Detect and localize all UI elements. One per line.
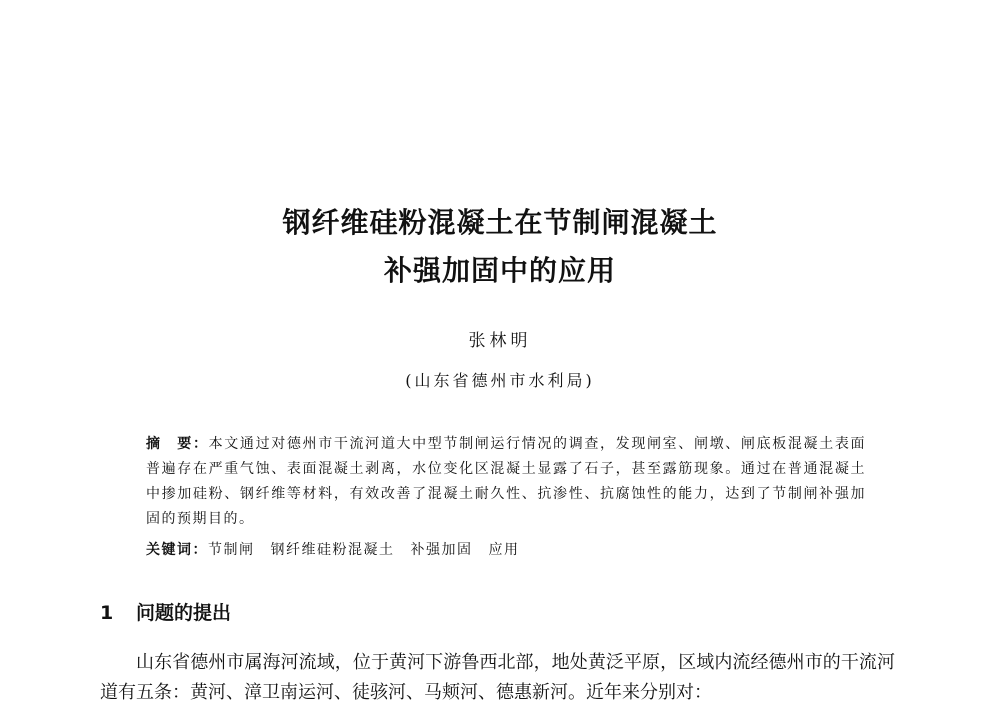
keywords	[146, 538, 866, 563]
section-number: 1	[100, 602, 114, 624]
section-heading	[100, 600, 231, 626]
paper-title-line1: 钢纤维硅粉混凝土在节制闸混凝土	[282, 206, 718, 239]
keyword: 补强加固	[410, 542, 473, 558]
keyword: 钢纤维硅粉混凝土	[270, 542, 395, 558]
author-name: 张林明	[468, 331, 532, 351]
abstract-label: 摘 要：	[146, 436, 209, 452]
keywords-label: 关键词：	[146, 542, 208, 558]
keyword: 应用	[488, 542, 520, 558]
body-text	[100, 648, 895, 708]
abstract-text: 本文通过对德州市干流河道大中型节制闸运行情况的调查，发现闸室、闸墩、闸底板混凝土表面普遍存在严重气蚀、表面混凝土剥离，水位变化区混凝土显露了石子，甚至露筋现象。通过在普通混凝土中掺加硅粉、钢纤维等材料，有效改善了混凝土耐久性、抗渗性、抗腐蚀性的能力，达到了节制闸补强加固的预期目的。	[146, 436, 867, 527]
paper-title-line2: 补强加固中的应用	[383, 254, 616, 287]
author-affiliation: (山东省德州市水利局)	[405, 371, 595, 390]
keyword: 节制闸	[208, 542, 255, 558]
abstract	[146, 432, 866, 532]
section-title: 问题的提出	[136, 602, 232, 624]
body-paragraph: 山东省德州市属海河流域，位于黄河下游鲁西北部，地处黄泛平原，区域内流经德州市的干流河道有五条：黄河、漳卫南运河、徒骇河、马颊河、德惠新河。近年来分别对：	[100, 652, 895, 703]
